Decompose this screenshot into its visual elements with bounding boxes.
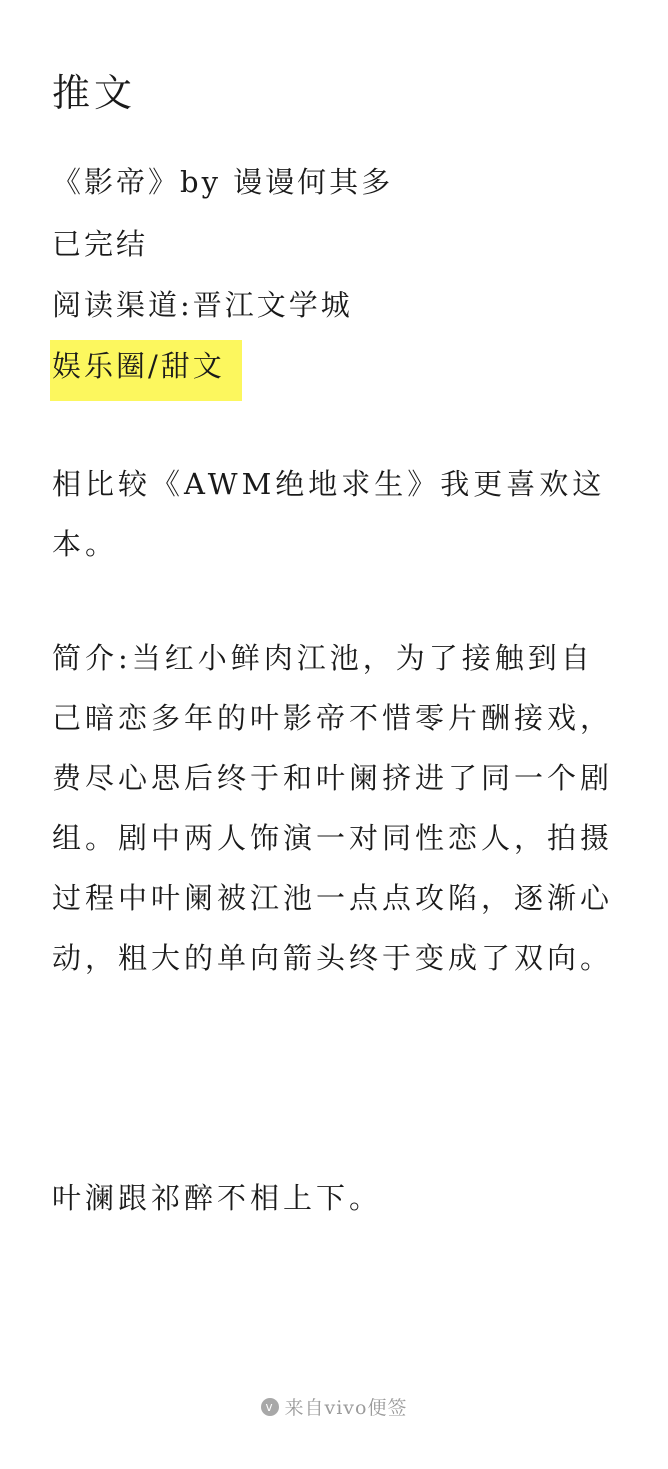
synopsis-paragraph: 简介:当红小鲜肉江池，为了接触到自己暗恋多年的叶影帝不惜零片酬接戏，费尽心思后终于和叶阑挤进了同一个剧组。剧中两人饰演一对同性恋人，拍摄过程中叶阑被江池一点点攻陷，逐渐心动，粗大的单向箭头终于变成了双向。 [52, 641, 614, 975]
book-title-author: 《影帝》by 谩谩何其多 [52, 165, 394, 199]
genre-tag-highlight: 娱乐圈/甜文 [50, 340, 242, 401]
footer-source [0, 1394, 668, 1422]
reading-channel: 阅读渠道:晋江文学城 [52, 288, 353, 322]
closing-paragraph: 叶澜跟祁醉不相上下。 [52, 1181, 383, 1215]
note-title: 推文 [52, 71, 137, 115]
footer-text: 来自vivo便签 [284, 1397, 408, 1419]
completion-status: 已完结 [52, 227, 149, 261]
vivo-v-icon: v [261, 1398, 279, 1416]
comment-paragraph: 相比较《AWM绝地求生》我更喜欢这本。 [52, 467, 606, 561]
